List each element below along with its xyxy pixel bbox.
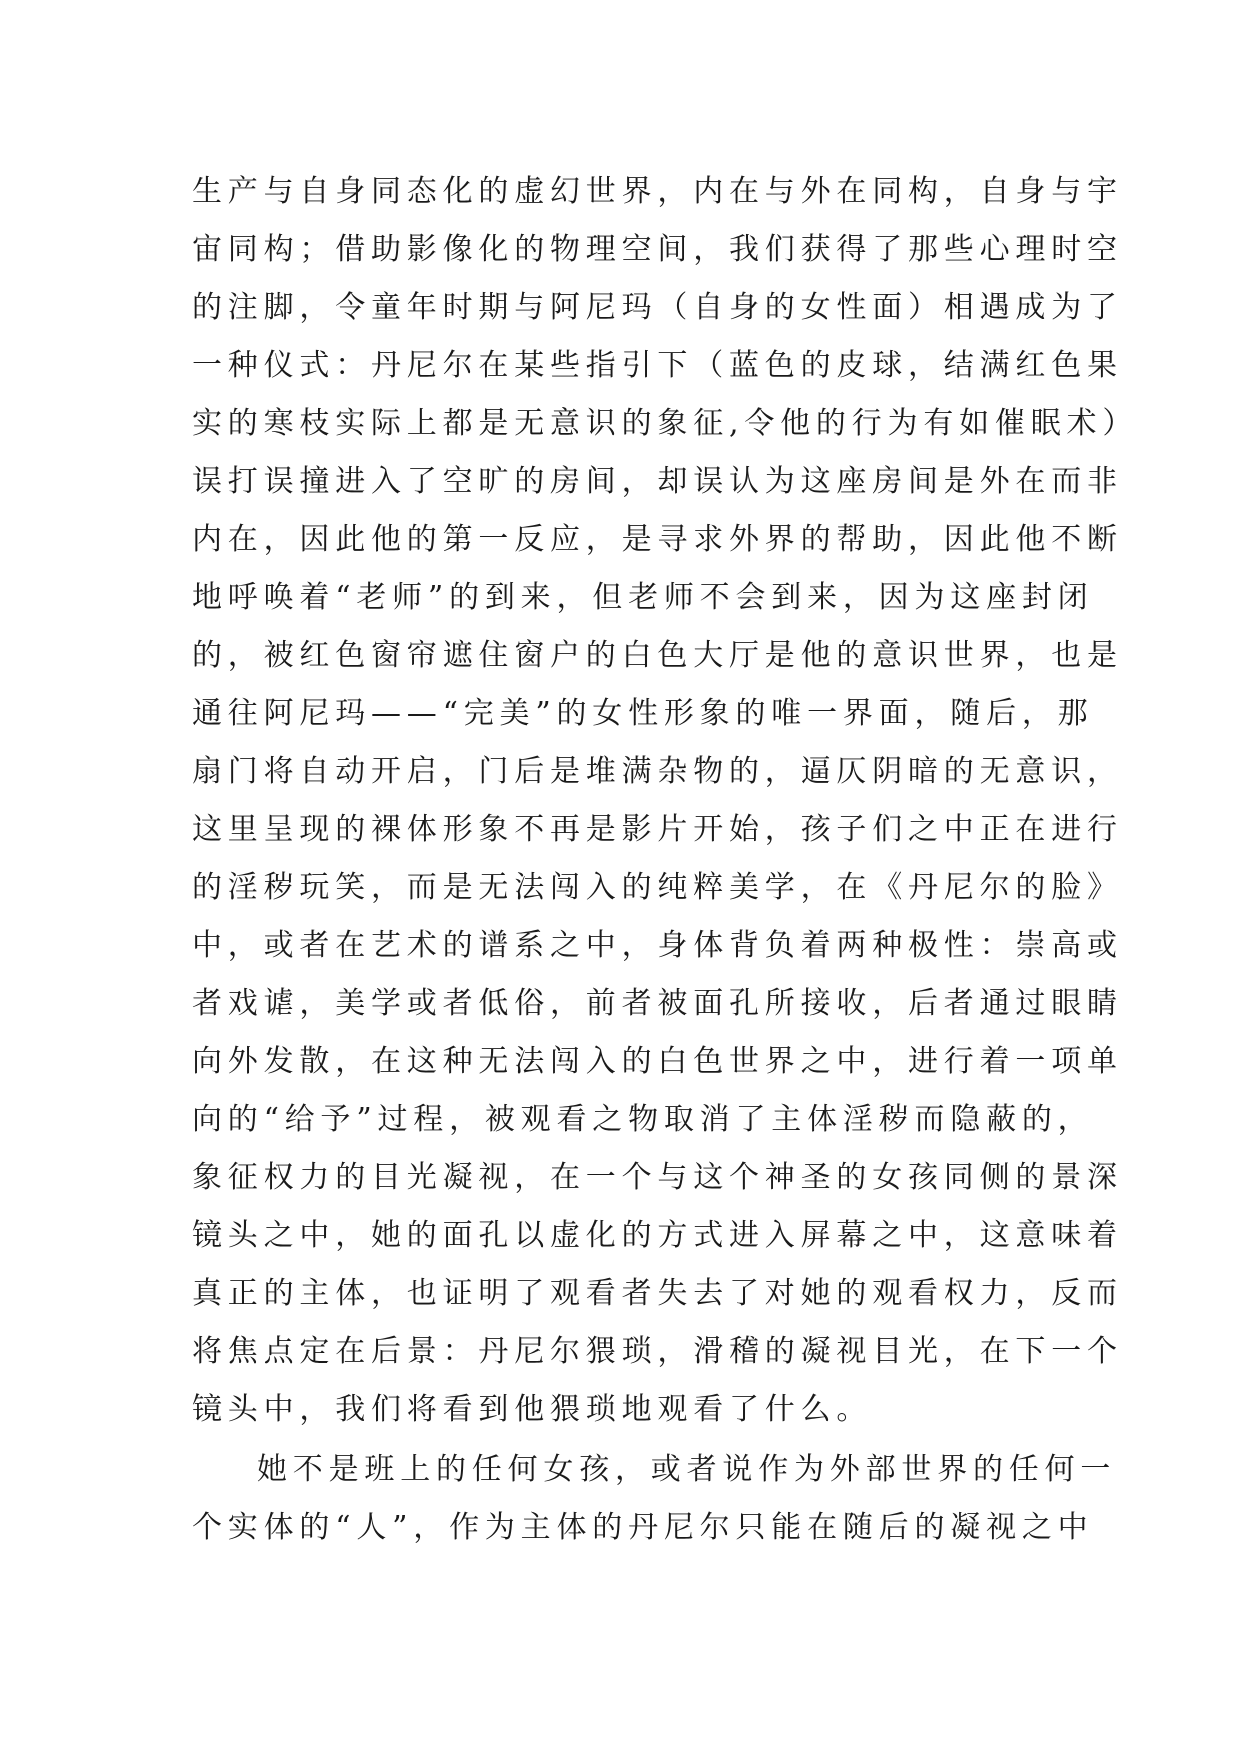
text-line: 生产与自身同态化的虚幻世界，内在与外在同构，自身与宇 (192, 174, 1123, 209)
text-line: 宙同构；借助影像化的物理空间，我们获得了那些心理时空 (192, 232, 1123, 267)
text-line: 向的“给予”过程，被观看之物取消了主体淫秽而隐蔽的， (192, 1102, 1094, 1137)
text-line: 者戏谑，美学或者低俗，前者被面孔所接收，后者通过眼睛 (192, 986, 1123, 1021)
text-line: 内在，因此他的第一反应，是寻求外界的帮助，因此他不断 (192, 522, 1123, 557)
text-line: 真正的主体，也证明了观看者失去了对她的观看权力，反而 (192, 1276, 1123, 1311)
text-line: 地呼唤着“老师”的到来，但老师不会到来，因为这座封闭 (192, 580, 1094, 615)
text-line: 镜头之中，她的面孔以虚化的方式进入屏幕之中，这意味着 (192, 1218, 1123, 1253)
text-line: 将焦点定在后景：丹尼尔猥琐，滑稽的凝视目光，在下一个 (192, 1334, 1123, 1369)
text-line: 一种仪式：丹尼尔在某些指引下（蓝色的皮球，结满红色果 (192, 348, 1123, 383)
text-line: 象征权力的目光凝视，在一个与这个神圣的女孩同侧的景深 (192, 1160, 1123, 1195)
text-line: 个实体的“人”，作为主体的丹尼尔只能在随后的凝视之中 (192, 1510, 1094, 1545)
text-line: 误打误撞进入了空旷的房间，却误认为这座房间是外在而非 (192, 464, 1123, 499)
text-line: 实的寒枝实际上都是无意识的象征,令他的行为有如催眠术） (192, 406, 1139, 441)
paragraph (192, 1441, 1117, 1557)
body-text (192, 163, 1139, 1557)
text-line: 扇门将自动开启，门后是堆满杂物的，逼仄阴暗的无意识， (192, 754, 1123, 789)
text-line: 通往阿尼玛——“完美”的女性形象的唯一界面，随后，那 (192, 696, 1094, 731)
text-line: 中，或者在艺术的谱系之中，身体背负着两种极性：崇高或 (192, 928, 1123, 963)
text-line: 向外发散，在这种无法闯入的白色世界之中，进行着一项单 (192, 1044, 1123, 1079)
text-line: 的注脚，令童年时期与阿尼玛（自身的女性面）相遇成为了 (192, 290, 1123, 325)
paragraph (192, 163, 1139, 1439)
text-line: 的淫秽玩笑，而是无法闯入的纯粹美学，在《丹尼尔的脸》 (192, 870, 1123, 905)
text-line: 这里呈现的裸体形象不再是影片开始，孩子们之中正在进行 (192, 812, 1123, 847)
text-line: 的，被红色窗帘遮住窗户的白色大厅是他的意识世界，也是 (192, 638, 1123, 673)
text-line: 镜头中，我们将看到他猥琐地观看了什么。 (192, 1392, 873, 1427)
text-line: 她不是班上的任何女孩，或者说作为外部世界的任何一 (257, 1452, 1117, 1487)
